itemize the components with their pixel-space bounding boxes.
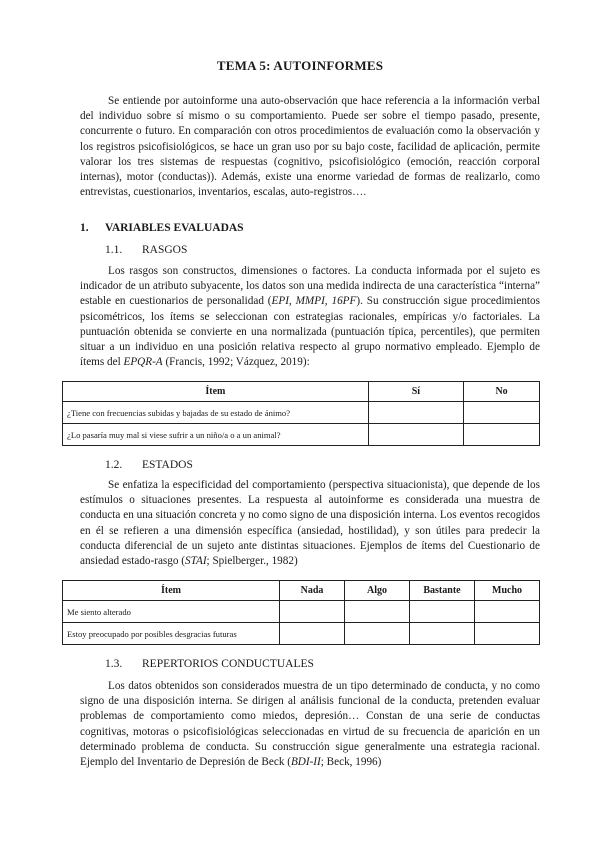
column-header: Nada [280,581,345,601]
rasgos-epqr: EPQR-A [123,356,163,369]
column-header: No [464,382,540,402]
estados-text-a: Se enfatiza la especificidad del comportamiento (perspectiva situacionista), que depende de los estímulos o situaciones presentes. La respuesta al autoinforme es considerada una muestra de conducta en una situación concreta y no como signo de una disposición interna. Los eventos recogidos en él se refieren a una dimensión específica (ansiedad, hostilidad), y son útiles para predecir la conducta diferencial de un sujeto ante distintas situaciones. Ejemplos de ítems del Cuestionario de ansiedad estado-rasgo ( [80,479,540,568]
column-header: Bastante [410,581,475,601]
rasgos-text-b: ). Su construcción sigue procedimientos psicométricos, los ítems se seleccionan con estrategias racionales, empíricas y/o factoriales. La puntuación obtenida se convierte en una normalizada (puntuación típica, percentiles), que permiten situar a un individuo en una posición relativa respecto al grupo normativo empleado. Ejemplo de ítems del [80,295,540,369]
table-cell [410,623,475,645]
column-header: Ítem [63,581,280,601]
subsection-title: RASGOS [142,244,188,256]
subsection-number: 1.3. [105,658,123,670]
table-header-row [63,581,540,601]
repertorios-text-b: ; Beck, 1996) [320,756,382,769]
page-title: TEMA 5: AUTOINFORMES [216,58,384,73]
subsection-heading-rasgos [105,244,187,256]
rasgos-table [62,381,540,446]
table-row [63,402,540,424]
subsection-heading-repertorios [105,658,314,670]
section-title: VARIABLES EVALUADAS [105,222,244,234]
table-cell-item: Me siento alterado [63,601,280,623]
column-header: Ítem [63,382,369,402]
table-cell [410,601,475,623]
column-header: Algo [345,581,410,601]
repertorios-text-a: Los datos obtenidos son considerados muestra de un tipo determinado de conducta, y no como signo de una disposición interna. Se dirigen al análisis funcional de la conducta, pretenden evaluar problemas de comportamiento como miedos, depresión… Constan de una serie de conductas cognitivas, motoras o psicofisiológicas seleccionadas en virtud de su frecuencia de aparición en un determinado problema de conducta. Su construcción sigue generalmente una estrategia racional. Ejemplo del Inventario de Depresión de Beck ( [80,680,540,769]
estados-text-b: ; Spielberger., 1982) [206,555,298,568]
table-cell [345,623,410,645]
table-cell [368,424,463,446]
rasgos-questionnaires: EPI, MMPI, 16PF [271,295,357,308]
column-header: Sí [368,382,463,402]
rasgos-text-a: Los rasgos son constructos, dimensiones o factores. La conducta informada por el sujeto es indicador de un atributo subyacente, los datos son una medida indirecta de una característica “interna” estable en cuestionarios de personalidad ( [80,265,540,308]
table-cell [280,623,345,645]
rasgos-text-c: (Francis, 1992; Vázquez, 2019): [162,356,310,369]
table-cell [464,424,540,446]
section-number: 1. [80,222,89,234]
table-cell [475,623,540,645]
repertorios-bdi: BDI-II [290,756,321,769]
table-cell [368,402,463,424]
subsection-title: ESTADOS [142,459,193,471]
subsection-number: 1.1. [105,244,123,256]
table-cell-item: ¿Lo pasaría muy mal si viese sufrir a un niño/a o a un animal? [63,424,369,446]
rasgos-paragraph [80,264,540,370]
estados-paragraph [80,478,540,569]
column-header: Mucho [475,581,540,601]
intro-paragraph: Se entiende por autoinforme una auto-observación que hace referencia a la información verbal del individuo sobre sí mismo o su comportamiento. Puede ser sobre el tiempo pasado, presente, concurrente o futuro. En comparación con otros procedimientos de evaluación como la observación y los registros psicofisiológicos, se hace un gran uso por su bajo coste, facilidad de aplicación, permite valorar los tres sistemas de respuestas (cognitivo, psicofisiológico (emoción, reacción corporal internas), motor (conductas)). Además, existe una enorme variedad de formas de realizarlo, como entrevistas, cuestionarios, inventarios, escalas, auto-registros…. [80,95,540,199]
subsection-title: REPERTORIOS CONDUCTUALES [142,658,314,670]
subsection-number: 1.2. [105,459,123,471]
table-row [63,601,540,623]
table-row [63,424,540,446]
table-cell [475,601,540,623]
section-heading-variables [80,222,244,234]
table-cell-item: Estoy preocupado por posibles desgracias futuras [63,623,280,645]
estados-table [62,580,540,645]
table-header-row [63,382,540,402]
repertorios-paragraph [80,679,540,770]
estados-stai: STAI [185,555,207,568]
table-row [63,623,540,645]
table-cell [280,601,345,623]
table-cell-item: ¿Tiene con frecuencias subidas y bajadas de su estado de ánimo? [63,402,369,424]
subsection-heading-estados [105,459,193,471]
table-cell [345,601,410,623]
table-cell [464,402,540,424]
